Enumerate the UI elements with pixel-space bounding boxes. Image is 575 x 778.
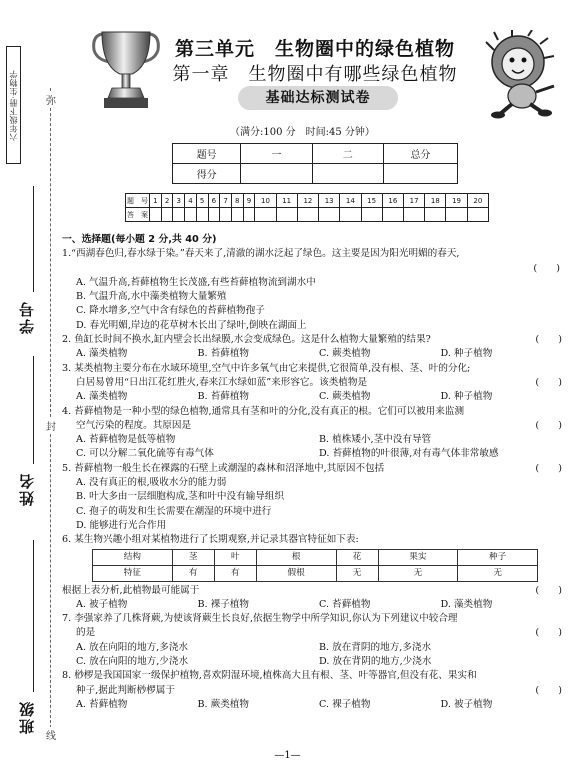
- question-number-cell: 7: [220, 194, 232, 208]
- student-number-label: 学号: [18, 300, 36, 334]
- question-2: [62, 333, 562, 362]
- question-5: [62, 462, 562, 533]
- score-entry-cell[interactable]: [241, 164, 312, 184]
- answer-entry-cell[interactable]: [161, 208, 173, 222]
- answer-entry-cell[interactable]: [208, 208, 220, 222]
- option[interactable]: D. 春光明媚,岸边的花草树木长出了绿叶,倒映在湖面上: [76, 319, 307, 331]
- answer-bracket[interactable]: ( ): [535, 584, 562, 596]
- obs-value-cell: 无: [336, 565, 378, 581]
- option[interactable]: D. 苔藓植物的叶很薄,对有毒气体非常敏感: [319, 448, 499, 460]
- question-3: [62, 362, 562, 405]
- option[interactable]: D. 种子植物: [440, 348, 493, 360]
- cut-word-3: 线: [44, 727, 58, 742]
- option[interactable]: B. 苔藓植物: [197, 391, 250, 403]
- question-number-cell: 8: [231, 194, 243, 208]
- answer-entry-cell[interactable]: [231, 208, 243, 222]
- obs-value-cell: 无: [458, 565, 538, 581]
- question-number-cell: 19: [446, 194, 467, 208]
- question-stem-cont: 的是: [76, 627, 96, 639]
- option[interactable]: A. 藻类植物: [76, 391, 128, 403]
- option[interactable]: B. 植株矮小,茎中没有导管: [319, 434, 432, 446]
- answer-grid-header: 题 号: [126, 194, 150, 208]
- option[interactable]: A. 苔藓植物: [76, 698, 128, 710]
- question-stem-cont: 空气污染的程度。其原因是: [76, 419, 192, 431]
- score-header-cell: 一: [241, 144, 312, 164]
- obs-header-cell: 茎: [172, 549, 214, 565]
- question-number-cell: 9: [243, 194, 255, 208]
- answer-entry-cell[interactable]: [150, 208, 162, 222]
- option[interactable]: C. 苔藓植物: [319, 598, 371, 610]
- question-number-cell: 16: [382, 194, 403, 208]
- obs-header-cell: 结构: [93, 549, 173, 565]
- answer-entry-cell[interactable]: [297, 208, 318, 222]
- question-number-cell: 1: [150, 194, 162, 208]
- option[interactable]: D. 藻类植物: [440, 598, 493, 610]
- obs-header-cell: 种子: [458, 549, 538, 565]
- option[interactable]: A. 藻类植物: [76, 348, 128, 360]
- option[interactable]: B. 苔藓植物: [197, 348, 250, 360]
- obs-header-cell: 果实: [378, 549, 458, 565]
- answer-entry-cell[interactable]: [361, 208, 382, 222]
- obs-value-cell: 假根: [256, 565, 336, 581]
- question-number-cell: 14: [340, 194, 361, 208]
- question-1: [62, 247, 562, 333]
- section-title: 一、选择题(每小题 2 分,共 40 分): [62, 234, 217, 245]
- question-stem: 2. 鱼缸长时间不换水,缸内壁会长出绿膜,水会变成绿色。这是什么植物大量繁殖的结果?: [62, 334, 431, 346]
- option[interactable]: A. 放在向阳的地方,多浇水: [76, 641, 189, 653]
- answer-bracket[interactable]: ( ): [535, 334, 562, 346]
- answer-entry-cell[interactable]: [276, 208, 297, 222]
- student-name-field[interactable]: [33, 356, 34, 464]
- question-number-cell: 18: [425, 194, 446, 208]
- answer-entry-cell[interactable]: [425, 208, 446, 222]
- chapter-title: 第一章 生物圈中有哪些绿色植物: [172, 64, 458, 85]
- option[interactable]: C. 裸子植物: [319, 698, 371, 710]
- answer-entry-cell[interactable]: [243, 208, 255, 222]
- option[interactable]: B. 叶大多由一层细胞构成,茎和叶中没有输导组织: [76, 491, 285, 503]
- answer-grid-table: [125, 193, 489, 222]
- score-row-label: 得分: [173, 164, 241, 184]
- question-number-cell: 17: [403, 194, 424, 208]
- obs-header-cell: 根: [256, 549, 336, 565]
- score-header-cell: 总分: [383, 144, 457, 164]
- question-number-cell: 4: [185, 194, 197, 208]
- option[interactable]: D. 放在背阴的地方,少浇水: [319, 656, 432, 668]
- answer-entry-cell[interactable]: [185, 208, 197, 222]
- question-number-cell: 11: [276, 194, 297, 208]
- class-label: 班级: [18, 700, 36, 734]
- binding-cut-line: [50, 88, 51, 738]
- option[interactable]: A. 苔藓植物是低等植物: [76, 434, 176, 446]
- unit-title: 第三单元 生物圈中的绿色植物: [174, 38, 455, 60]
- option[interactable]: C. 蕨类植物: [319, 348, 371, 360]
- question-stem: 7. 李强家养了几株肾蕨,为使该肾蕨生长良好,依据生物学中所学知识,你认为下列建议中较合理: [62, 613, 458, 625]
- page-number: —1—: [274, 750, 301, 761]
- option[interactable]: C. 可以分解二氧化硫等有毒气体: [76, 448, 214, 460]
- question-number-cell: 15: [361, 194, 382, 208]
- score-header-cell: 二: [312, 144, 383, 164]
- answer-entry-cell[interactable]: [467, 208, 488, 222]
- answer-entry-cell[interactable]: [196, 208, 208, 222]
- answer-entry-cell[interactable]: [220, 208, 232, 222]
- option[interactable]: C. 降水增多,空气中含有绿色的苔藓植物孢子: [76, 305, 265, 317]
- answer-bracket[interactable]: ( ): [535, 462, 562, 474]
- option[interactable]: C. 孢子的萌发和生长需要在潮湿的环境中进行: [76, 505, 272, 517]
- obs-value-cell: 无: [378, 565, 458, 581]
- obs-value-cell: 有: [214, 565, 256, 581]
- grade-subject-tag: 六年级下册·生物学: [6, 46, 21, 164]
- score-table: [172, 143, 458, 184]
- answer-entry-cell[interactable]: [255, 208, 276, 222]
- answer-bracket[interactable]: ( ): [533, 262, 560, 274]
- answer-entry-cell[interactable]: [319, 208, 340, 222]
- obs-value-cell: 有: [172, 565, 214, 581]
- option[interactable]: A. 被子植物: [76, 598, 128, 610]
- observation-table: [92, 549, 538, 582]
- answer-entry-cell[interactable]: [403, 208, 424, 222]
- answer-bracket[interactable]: ( ): [535, 684, 562, 696]
- option[interactable]: D. 被子植物: [440, 698, 493, 710]
- answer-grid-header: 答 案: [126, 208, 150, 222]
- option[interactable]: C. 蕨类植物: [319, 391, 371, 403]
- answer-bracket[interactable]: ( ): [535, 419, 562, 431]
- question-4: [62, 405, 562, 462]
- option[interactable]: A. 气温升高,苔藓植物生长茂盛,有些苔藓植物流到湖水中: [76, 276, 316, 288]
- running-lion-mascot-icon: [478, 30, 564, 120]
- question-number-cell: 6: [208, 194, 220, 208]
- question-stem: 3. 某类植物主要分布在水域环境里,空气中许多氧气由它来提供,它很简单,没有根、茎、叶的分化;: [62, 362, 471, 374]
- score-entry-cell[interactable]: [312, 164, 383, 184]
- score-header-cell: 题号: [173, 144, 241, 164]
- answer-entry-cell[interactable]: [340, 208, 361, 222]
- student-number-field[interactable]: [33, 186, 34, 292]
- question-number-cell: 10: [255, 194, 276, 208]
- question-7: [62, 612, 562, 669]
- answer-bracket[interactable]: ( ): [535, 627, 562, 639]
- question-content: [62, 233, 562, 712]
- option[interactable]: B. 蕨类植物: [197, 698, 250, 710]
- student-name-label: 姓名: [18, 472, 36, 506]
- question-stem: 8. 桫椤是我国国家一级保护植物,喜欢阴湿环境,植株高大且有根、茎、叶等器官,但没有花、果实和: [62, 670, 477, 682]
- option[interactable]: D. 能够进行光合作用: [76, 519, 167, 531]
- cut-word-2: 封: [44, 418, 58, 433]
- option[interactable]: B. 裸子植物: [197, 598, 250, 610]
- question-number-cell: 20: [467, 194, 488, 208]
- question-number-cell: 12: [297, 194, 318, 208]
- option[interactable]: B. 放在背阴的地方,多浇水: [319, 641, 432, 653]
- score-entry-cell[interactable]: [383, 164, 457, 184]
- question-stem-cont: 根据上表分析,此植物最可能属于: [62, 584, 200, 596]
- option[interactable]: A. 没有真正的根,吸收水分的能力弱: [76, 477, 227, 489]
- question-8: [62, 669, 562, 712]
- option[interactable]: B. 气温升高,水中藻类植物大量繁殖: [76, 291, 227, 303]
- class-field[interactable]: [33, 540, 34, 692]
- option[interactable]: D. 种子植物: [440, 391, 493, 403]
- answer-entry-cell[interactable]: [446, 208, 467, 222]
- option[interactable]: C. 放在向阳的地方,少浇水: [76, 656, 189, 668]
- question-number-cell: 2: [161, 194, 173, 208]
- answer-entry-cell[interactable]: [173, 208, 185, 222]
- question-number-cell: 13: [319, 194, 340, 208]
- question-number-cell: 5: [196, 194, 208, 208]
- question-stem: 4. 苔藓植物是一种小型的绿色植物,通常具有茎和叶的分化,没有真正的根。它们可以被用来监测: [62, 405, 465, 417]
- score-time-info: （满分:100 分 时间:45 分钟）: [230, 127, 375, 138]
- question-stem: 6. 某生物兴趣小组对某植物进行了长期观察,并记录其器官特征如下表:: [62, 534, 359, 546]
- question-number-cell: 3: [173, 194, 185, 208]
- question-stem-cont: 种子,据此判断桫椤属于: [76, 684, 175, 696]
- obs-header-cell: 叶: [214, 549, 256, 565]
- test-title: 基础达标测试卷: [238, 86, 398, 110]
- obs-value-cell: 特征: [93, 565, 173, 581]
- question-stem-cont: 白居易曾用“日出江花红胜火,春来江水绿如蓝”来形容它。该类植物是: [76, 376, 368, 388]
- question-stem: 1.“西湖春色归,春水绿于染。”春天来了,清澈的湖水泛起了绿色。这主要是因为阳光明媚的春天,: [62, 248, 460, 260]
- question-stem: 5. 苔藓植物一般生长在裸露的石壁上或潮湿的森林和沼泽地中,其原因不包括: [62, 462, 385, 474]
- obs-header-cell: 花: [336, 549, 378, 565]
- cut-word-1: 弥: [44, 92, 58, 107]
- question-6: [62, 533, 562, 612]
- answer-entry-cell[interactable]: [382, 208, 403, 222]
- answer-bracket[interactable]: ( ): [535, 376, 562, 388]
